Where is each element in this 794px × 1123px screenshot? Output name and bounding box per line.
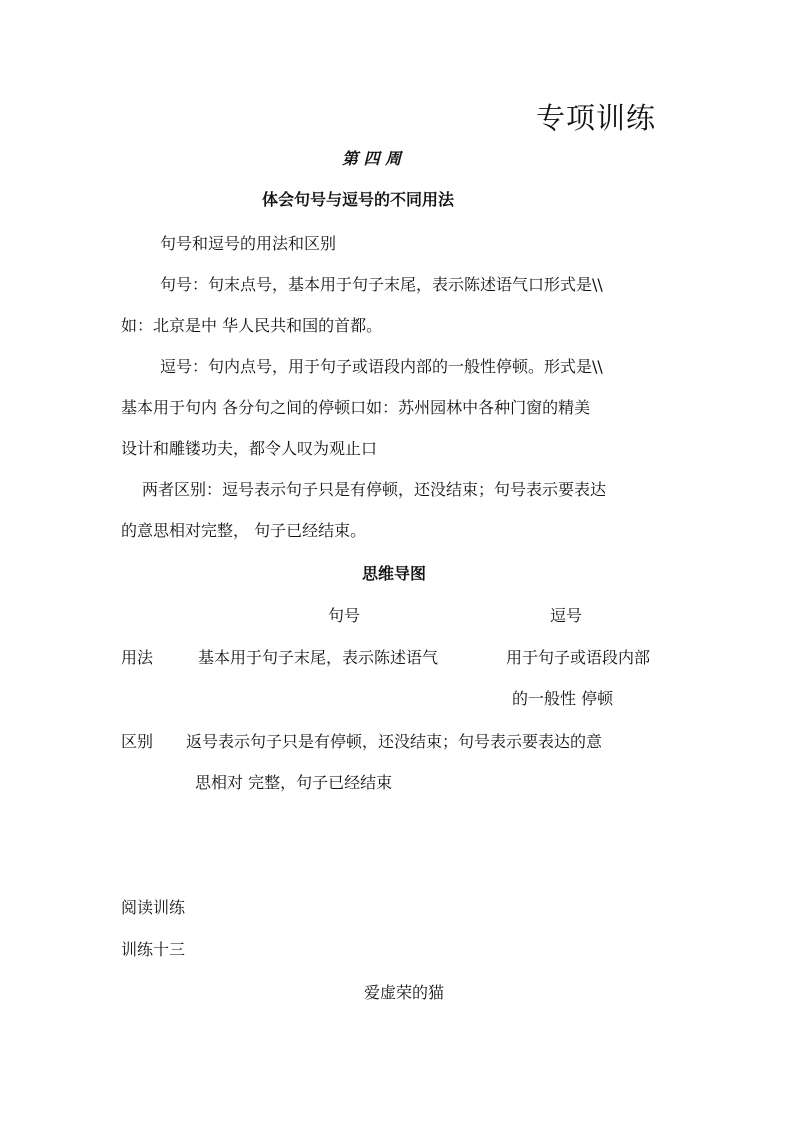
comma-definition-line2: 基本用于句内 各分句之间的停顿口如：苏州园林中各种门窗的精美 bbox=[121, 398, 591, 417]
page-title: 体会句号与逗号的不同用法 bbox=[262, 190, 455, 209]
difference-line2: 的意思相对完整， 句子已经结束。 bbox=[121, 521, 367, 540]
period-definition-line1: 句号：句末点号，基本用于句子末尾，表示陈述语气口形式是\\ bbox=[160, 275, 603, 294]
difference-line1: 两者区别：逗号表示句子只是有停顿，还没结束；句号表示要表达 bbox=[142, 480, 607, 499]
intro-heading: 句号和逗号的用法和区别 bbox=[160, 234, 337, 253]
mindmap-col-comma: 逗号 bbox=[550, 606, 583, 625]
mindmap-diff-line2: 思相对 完整，句子已经结束 bbox=[195, 773, 393, 792]
mindmap-usage-comma-line2: 的一般性 停顿 bbox=[512, 689, 614, 708]
mindmap-usage-label: 用法 bbox=[121, 648, 154, 667]
comma-definition-line3: 设计和雕镂功夫，都令人叹为观止口 bbox=[121, 439, 378, 458]
comma-definition-line1: 逗号：句内点号，用于句子或语段内部的一般性停顿。形式是\\ bbox=[160, 357, 603, 376]
reading-section-label: 阅读训练 bbox=[121, 898, 186, 917]
week-label: 第 四 周 bbox=[342, 149, 402, 168]
mindmap-diff-label: 区别 bbox=[121, 732, 154, 751]
story-title: 爱虚荣的猫 bbox=[364, 983, 445, 1002]
mindmap-diff-line1: 返号表示句子只是有停顿，还没结束；句号表示要表达的意 bbox=[186, 732, 603, 751]
mindmap-usage-period: 基本用于句子末尾，表示陈述语气 bbox=[198, 648, 439, 667]
section-category: 专项训练 bbox=[536, 101, 657, 135]
mindmap-title: 思维导图 bbox=[362, 564, 427, 583]
exercise-label: 训练十三 bbox=[121, 940, 186, 959]
mindmap-col-period: 句号 bbox=[328, 606, 361, 625]
mindmap-usage-comma-line1: 用于句子或语段内部 bbox=[506, 648, 651, 667]
period-definition-line2: 如：北京是中 华人民共和国的首都。 bbox=[121, 316, 383, 335]
